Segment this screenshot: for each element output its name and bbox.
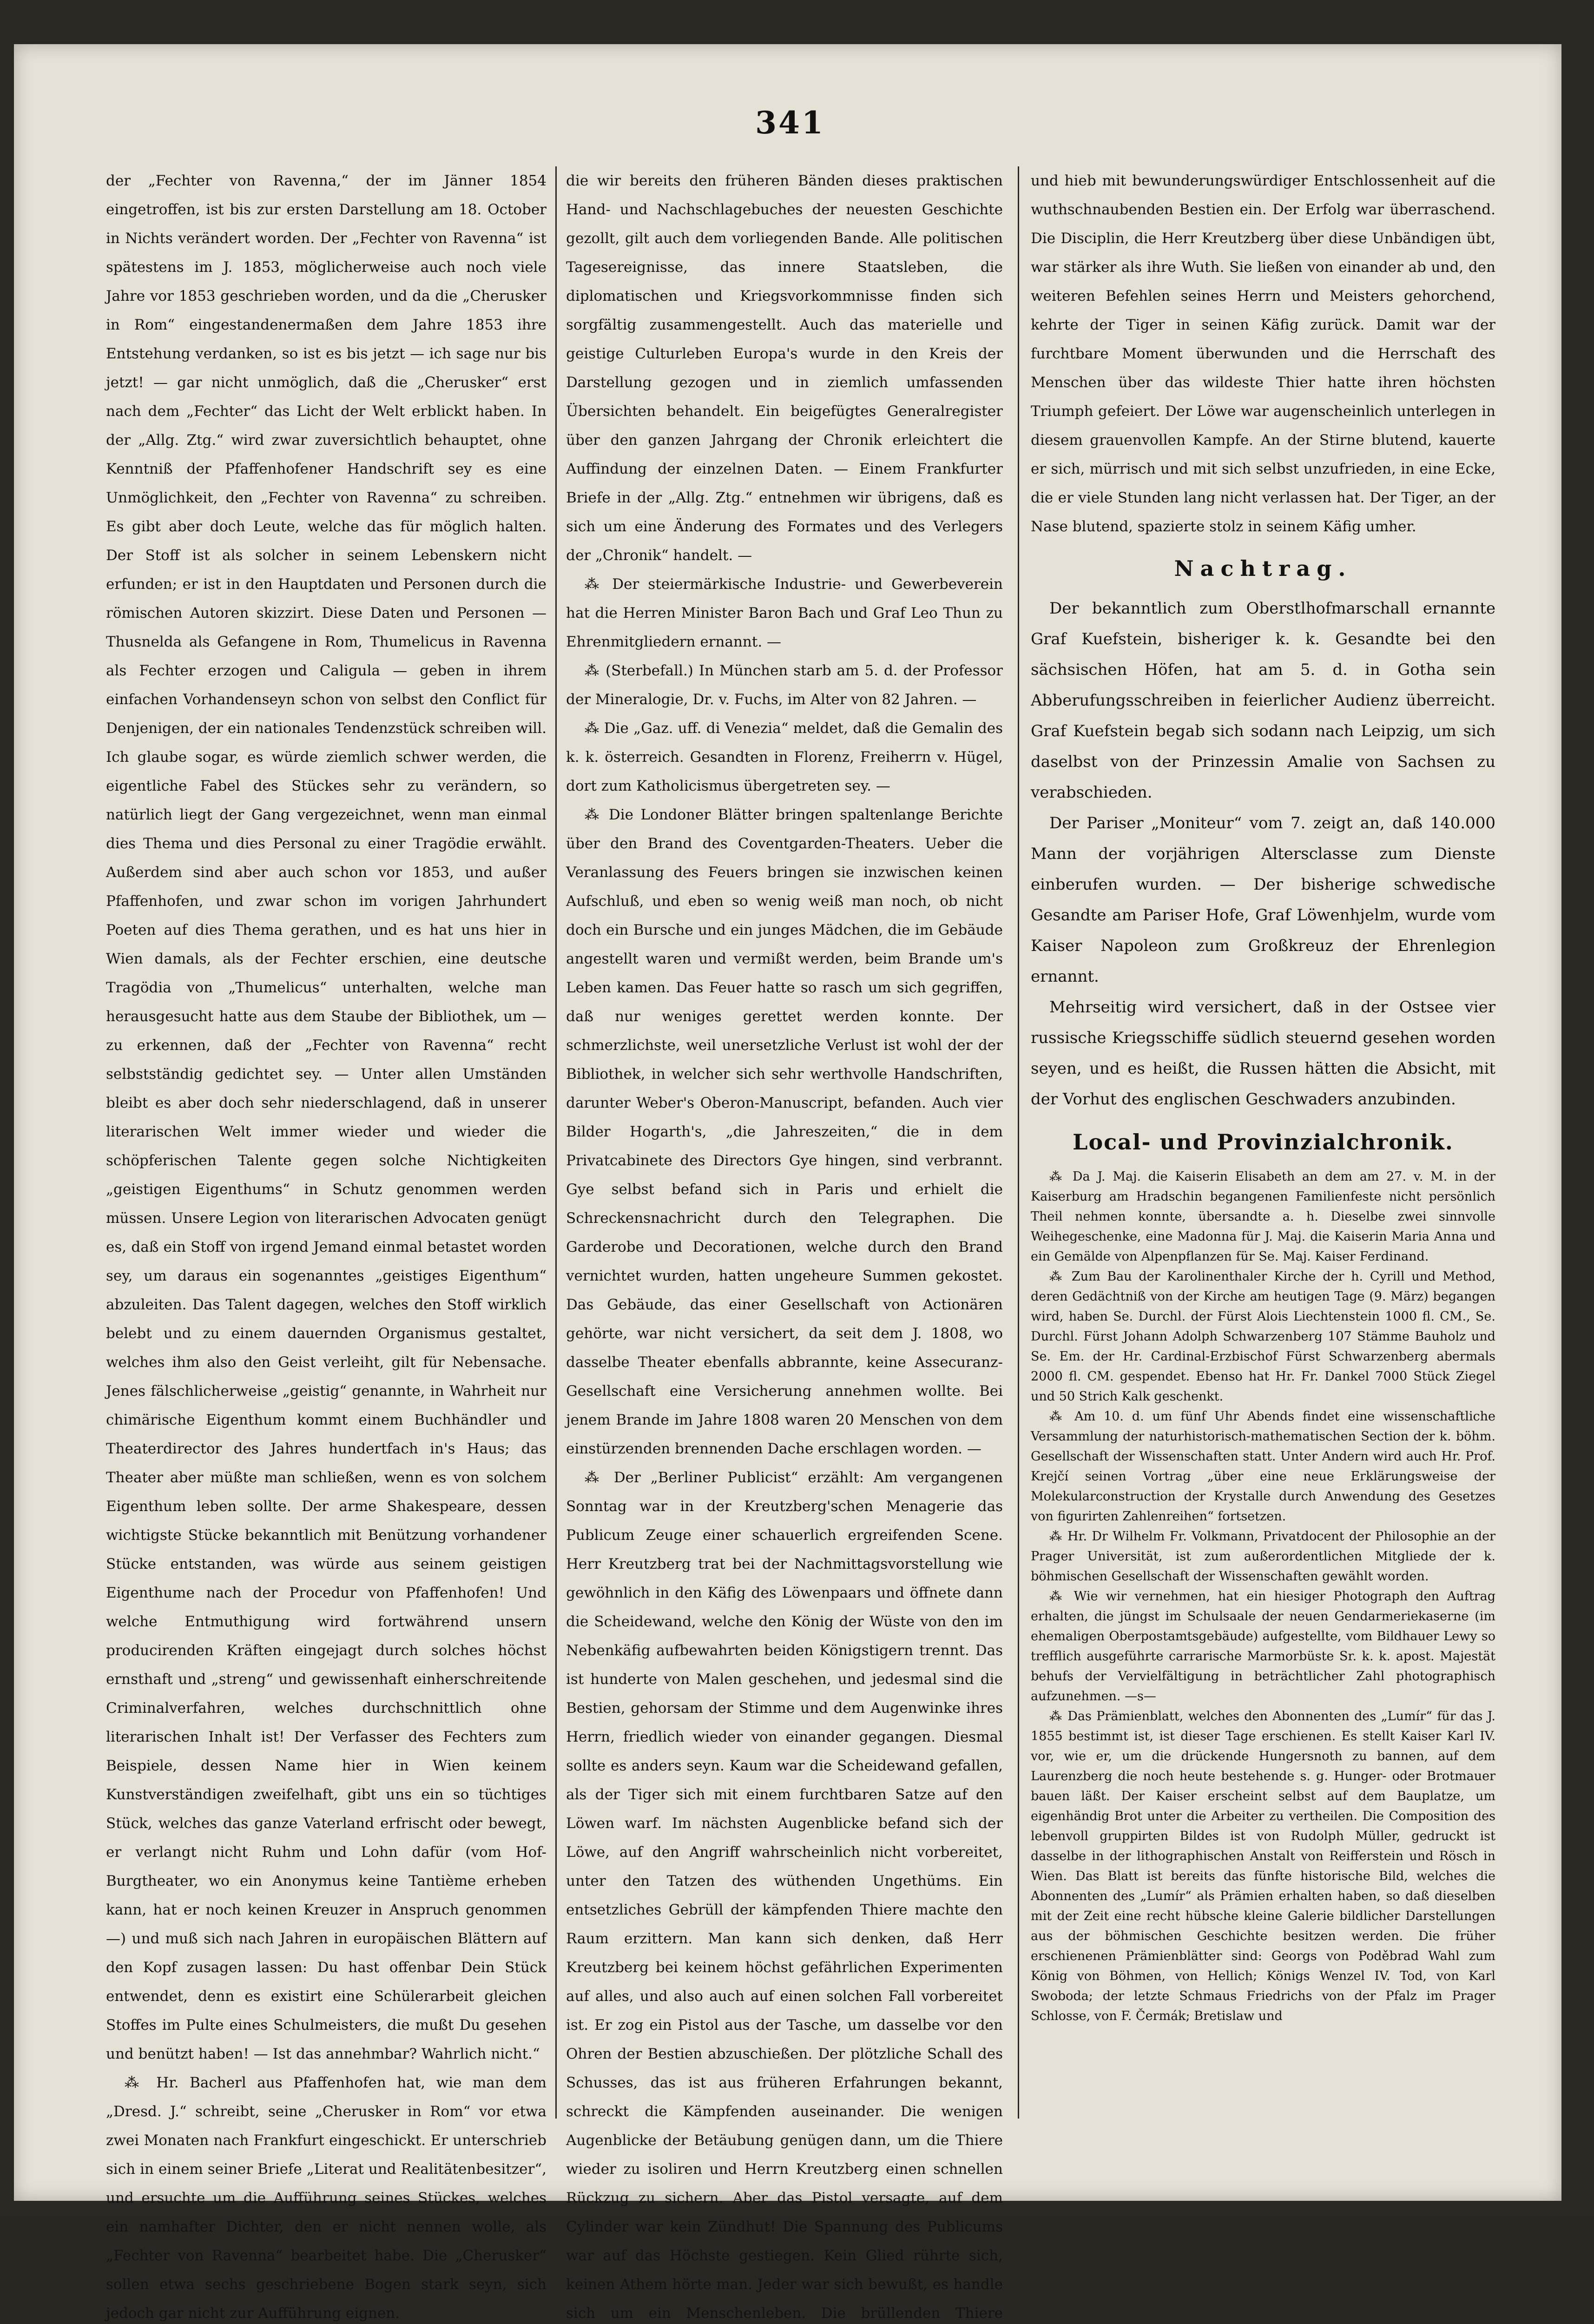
chronik-item: ⁂ Hr. Dr Wilhelm Fr. Volkmann, Privatdocent der Philosophie an der Prager Universität, ist zum außerordentlichen Mitgliede der k. böhmischen Gesellschaft der Wissenschaften gewählt worden.: [1031, 1529, 1495, 1584]
article-paragraph: Mehrseitig wird versichert, daß in der Ostsee vier russische Kriegsschiffe südlich steuernd gesehen worden seyen, und es heißt, die Russen hätten die Absicht, mit der Vorhut des englischen Geschwaders anzubinden.: [1031, 998, 1495, 1109]
chronik-item: ⁂ Das Prämienblatt, welches den Abonnenten des „Lumír“ für das J. 1855 bestimmt ist, ist dieser Tage erschienen. Es stellt Kaiser Karl IV. vor, wie er, um die drückende Hungersnoth zu bannen, auf dem Laurenzberg die noch heute bestehende s. g. Hunger- oder Brotmauer bauen läßt. Der Kaiser erscheint selbst auf dem Bauplatze, um eigenhändig Brot unter die Arbeiter zu vertheilen. Die Composition des lebenvoll gruppirten Bildes ist von Rudolph Müller, gedruckt ist dasselbe in der lithographischen Anstalt von Reifferstein und Rösch in Wien. Das Blatt ist bereits das fünfte historische Bild, welches die Abonnenten des „Lumír“ als Prämien erhalten haben, so daß dieselben mit der Zeit eine recht hübsche kleine Galerie bildlicher Darstellungen aus der böhmischen Geschichte besitzen werden. Die früher erschienenen Prämienblätter sind: Georgs von Poděbrad Wahl zum König von Böhmen, von Hellich; Königs Wenzel IV. Tod, von Karl Swoboda; der letzte Schmaus Friedrichs von der Pfalz im Prager Schlosse, von F. Čermák; Bretislaw und: [1031, 1709, 1495, 2023]
column-rule: [1018, 166, 1019, 2119]
article-paragraph: ⁂ Hr. Bacherl aus Pfaffenhofen hat, wie man dem „Dresd. J.“ schreibt, seine „Cherusker in Rom“ vor etwa zwei Monaten nach Frankfurt eingeschickt. Er unterschrieb sich in einem seiner Briefe „Literat und Realitätenbesitzer“, und ersuchte um die Aufführung seines Stückes, welches ein namhafter Dichter, den er nicht nennen wolle, als „Fechter von Ravenna“ bearbeitet habe. Die „Cherusker“ sollen etwa sechs geschriebene Bogen stark seyn, sich jedoch gar nicht zur Aufführung eignen.: [106, 2074, 547, 2322]
article-paragraph: Der bekanntlich zum Oberstlhofmarschall ernannte Graf Kuefstein, bisheriger k. k. Gesandte bei den sächsischen Höfen, hat am 5. d. in Gotha sein Abberufungsschreiben in feierlicher Audienz überreicht. Graf Kuefstein begab sich sodann nach Leipzig, um sich daselbst von der Prinzessin Amalie von Sachsen zu verabschieden.: [1031, 599, 1495, 802]
column-right: [1031, 166, 1495, 2165]
article-paragraph: Der Pariser „Moniteur“ vom 7. zeigt an, daß 140.000 Mann der vorjährigen Altersclasse zum Dienste einberufen wurden. — Der bisherige schwedische Gesandte am Pariser Hofe, Graf Löwenhjelm, wurde vom Kaiser Napoleon zum Großkreuz der Ehrenlegion ernannt.: [1031, 814, 1495, 986]
column-rule: [555, 166, 557, 2119]
article-paragraph: ⁂ (Sterbefall.) In München starb am 5. d. der Professor der Mineralogie, Dr. v. Fuchs, im Alter von 82 Jahren. —: [566, 662, 1003, 708]
article-paragraph: ⁂ Der steiermärkische Industrie- und Gewerbeverein hat die Herren Minister Baron Bach und Graf Leo Thun zu Ehrenmitgliedern ernannt. —: [566, 576, 1003, 650]
article-paragraph: und hieb mit bewunderungswürdiger Entschlossenheit auf die wuthschnaubenden Bestien ein. Der Erfolg war überraschend. Die Disciplin, die Herr Kreutzberg über diese Unbändigen übt, war stärker als ihre Wuth. Sie ließen von einander ab und, den weiteren Befehlen seines Herrn und Meisters gehorchend, kehrte der Tiger in seinen Käfig zurück. Damit war der furchtbare Moment überwunden und die Herrschaft des Menschen über das wildeste Thier hatte ihren höchsten Triumph gefeiert. Der Löwe war augenscheinlich unterlegen in diesem grauenvollen Kampfe. An der Stirne blutend, kauerte er sich, mürrisch und mit sich selbst unzufrieden, in eine Ecke, die er viele Stunden lang nicht verlassen hat. Der Tiger, an der Nase blutend, spazierte stolz in seinem Käfig umher.: [1031, 172, 1495, 535]
chronik-item: ⁂ Zum Bau der Karolinenthaler Kirche der h. Cyrill und Method, deren Gedächtniß von der Kirche am heutigen Tage (9. März) begangen wird, haben Se. Durchl. der Fürst Alois Liechtenstein 1000 fl. CM., Se. Durchl. Fürst Johann Adolph Schwarzenberg 107 Stämme Bauholz und Se. Em. der Hr. Cardinal-Erzbischof Fürst Schwarzenberg abermals 2000 fl. CM. gespendet. Ebenso hat Hr. Fr. Dankel 7000 Stück Ziegel und 50 Strich Kalk geschenkt.: [1031, 1269, 1495, 1404]
page-number: 341: [755, 105, 825, 141]
article-paragraph: die wir bereits den früheren Bänden dieses praktischen Hand- und Nachschlagebuches der neuesten Geschichte gezollt, gilt auch dem vorliegenden Bande. Alle politischen Tagesereignisse, das innere Staatsleben, die diplomatischen und Kriegsvorkommnisse finden sich sorgfältig zusammengestellt. Auch das materielle und geistige Culturleben Europa's wurde in den Kreis der Darstellung gezogen und in ziemlich umfassenden Übersichten behandelt. Ein beigefügtes Generalregister über den ganzen Jahrgang der Chronik erleichtert die Auffindung der einzelnen Daten. — Einem Frankfurter Briefe in der „Allg. Ztg.“ entnehmen wir übrigens, daß es sich um eine Änderung des Formates und des Verlegers der „Chronik“ handelt. —: [566, 172, 1003, 564]
section-heading-chronik: Local- und Provinzialchronik.: [1073, 1129, 1454, 1155]
chronik-item: ⁂ Da J. Maj. die Kaiserin Elisabeth an dem am 27. v. M. in der Kaiserburg am Hradschin begangenen Familienfeste nicht persönlich Theil nehmen konnte, übersandte a. h. Dieselbe zwei sinnvolle Weihegeschenke, eine Madonna für J. Maj. die Kaiserin Maria Anna und ein Gemälde von Alpenpflanzen für Se. Maj. Kaiser Ferdinand.: [1031, 1169, 1495, 1264]
article-paragraph: ⁂ Die „Gaz. uff. di Venezia“ meldet, daß die Gemalin des k. k. österreich. Gesandten in Florenz, Freiherrn v. Hügel, dort zum Katholicismus übergetreten sey. —: [566, 720, 1003, 794]
column-middle: [566, 166, 1003, 2322]
article-paragraph: ⁂ Der „Berliner Publicist“ erzählt: Am vergangenen Sonntag war in der Kreutzberg'schen Menagerie das Publicum Zeuge einer schauerlich ergreifenden Scene. Herr Kreutzberg trat bei der Nachmittagsvorstellung wie gewöhnlich in den Käfig des Löwenpaars und öffnete dann die Scheidewand, welche den König der Wüste von den im Nebenkäfig aufbewahrten beiden Königstigern trennt. Das ist hunderte von Malen geschehen, und jedesmal sind die Bestien, gehorsam der Stimme und dem Augenwinke ihres Herrn, friedlich wieder von einander gegangen. Diesmal sollte es anders seyn. Kaum war die Scheidewand gefallen, als der Tiger sich mit einem furchtbaren Satze auf den Löwen warf. Im nächsten Augenblicke befand sich der Löwe, auf den Angriff wahrscheinlich nicht vorbereitet, unter den Tatzen des wüthenden Ungethüms. Ein entsetzliches Gebrüll der kämpfenden Thiere machte den Raum erzittern. Man kann sich denken, daß Herr Kreutzberg bei keinem höchst gefährlichen Experimenten auf alles, und also auch auf einen solchen Fall vorbereitet ist. Er zog ein Pistol aus der Tasche, um dasselbe vor den Ohren der Bestien abzuschießen. Der plötzliche Schall des Schusses, das ist aus früheren Erfahrungen bekannt, schreckt die Kämpfenden auseinander. Die wenigen Augenblicke der Betäubung genügen dann, um die Thiere wieder zu isoliren und Herrn Kreutzberg einen schnellen Rückzug zu sichern. Aber das Pistol versagte, auf dem Cylinder war kein Zündhut! Die Spannung des Publicums war auf das Höchste gestiegen. Kein Glied rührte sich, keinen Athem hörte man. Jeder war sich bewußt, es handle sich um ein Menschenleben. Die brüllenden Thiere: [566, 1469, 1003, 2322]
article-paragraph: der „Fechter von Ravenna,“ der im Jänner 1854 eingetroffen, ist bis zur ersten Darstellung am 18. October in Nichts verändert worden. Der „Fechter von Ravenna“ ist spätestens im J. 1853, möglicherweise auch noch viele Jahre vor 1853 geschrieben worden, und da die „Cherusker in Rom“ eingestandenermaßen dem Jahre 1853 ihre Entstehung verdanken, so ist es bis jetzt — ich sage nur bis jetzt! — gar nicht unmöglich, daß die „Cherusker“ erst nach dem „Fechter“ das Licht der Welt erblickt haben. In der „Allg. Ztg.“ wird zwar zuversichtlich behauptet, ohne Kenntniß der Pfaffenhofener Handschrift sey es eine Unmöglichkeit, den „Fechter von Ravenna“ zu schreiben. Es gibt aber doch Leute, welche das für möglich halten. Der Stoff ist als solcher in seinem Lebenskern nicht erfunden; er ist in den Hauptdaten und Personen durch die römischen Autoren skizzirt. Diese Daten und Personen — Thusnelda als Gefangene in Rom, Thumelicus in Ravenna als Fechter erzogen und Caligula — geben in ihrem einfachen Vorhandenseyn schon von selbst den Conflict für Denjenigen, der ein nationales Tendenzstück schreiben will. Ich glaube sogar, es würde ziemlich schwer werden, die eigentliche Fabel des Stückes sehr zu verändern, so natürlich liegt der Gang vergezeichnet, wenn man einmal dies Thema und dies Personal zu einer Tragödie erwählt. Außerdem sind aber auch schon vor 1853, und außer Pfaffenhofen, und zwar schon im vorigen Jahrhundert Poeten auf dies Thema gerathen, und es hat uns hier in Wien damals, als der Fechter erschien, eine deutsche Tragödia von „Thumelicus“ unterhalten, welche man herausgesucht hatte aus dem Staube der Bibliothek, um — zu erkennen, daß der „Fechter von Ravenna“ recht selbstständig gedichtet sey. — Unter allen Umständen bleibt es aber doch sehr niederschlagend, daß in unserer literarischen Welt immer wieder und wieder die schöpferischen Talente gegen solche Nichtigkeiten „geistigen Eigenthums“ in Schutz genommen werden müssen. Unsere Legion von literarischen Advocaten genügt es, daß ein Stoff von irgend Jemand einmal betastet worden sey, um daraus ein sogenanntes „geistiges Eigenthum“ abzuleiten. Das Talent dagegen, welches den Stoff wirklich belebt und zu einem dauernden Organismus gestaltet, welches ihm also den Geist verleiht, gilt für Nebensache. Jenes fälschlicherweise „geistig“ genannte, in Wahrheit nur chimärische Eigenthum kommt einem Buchhändler und Theaterdirector des Jahres hundertfach in's Haus; das Theater aber müßte man schließen, wenn es von solchem Eigenthum leben sollte. Der arme Shakespeare, dessen wichtigste Stücke bekanntlich mit Benützung vorhandener Stücke entstanden, was würde aus seinem geistigen Eigenthume nach der Procedur von Pfaffenhofen! Und welche Entmuthigung wird fortwährend unsern producirenden Kräften eingejagt durch solches höchst ernsthaft und „streng“ und gewissenhaft einherschreitende Criminalverfahren, welches durchschnittlich ohne literarischen Inhalt ist! Der Verfasser des Fechters zum Beispiele, dessen Name hier in Wien keinem Kunstverständigen zweifelhaft, gibt uns ein so tüchtiges Stück, welches das ganze Vaterland erfrischt oder bewegt, er verlangt nicht Ruhm und Lohn dafür (vom Hof-Burgtheater, wo ein Anonymus keine Tantième erheben kann, hat er noch keinen Kreuzer in Anspruch genommen —) und muß sich nach Jahren in europäischen Blättern auf den Kopf zusagen lassen: Du hast offenbar Dein Stück entwendet, denn es existirt eine Schülerarbeit gleichen Stoffes im Pulte eines Schulmeisters, die mußt Du gesehen und benützt haben! — Ist das annehmbar? Wahrlich nicht.“: [106, 172, 547, 2062]
chronik-item: ⁂ Am 10. d. um fünf Uhr Abends findet eine wissenschaftliche Versammlung der naturhistorisch-mathematischen Section der k. böhm. Gesellschaft der Wissenschaften statt. Unter Andern wird auch Hr. Prof. Krejčí seinen Vortrag „über eine neue Erklärungsweise der Molekularconstruction der Krystalle durch Anwendung des Gesetzes von figurirten Zahlenreihen“ fortsetzen.: [1031, 1409, 1495, 1524]
chronik-item: ⁂ Wie wir vernehmen, hat ein hiesiger Photograph den Auftrag erhalten, die jüngst im Schulsaale der neuen Gendarmeriekaserne (im ehemaligen Oberpostamtsgebäude) aufgestellte, vom Bildhauer Lewy so trefflich ausgeführte carrarische Marmorbüste Sr. k. k. apost. Majestät behufs der Vervielfältigung in beträchtlicher Zahl photographisch aufzunehmen. —s—: [1031, 1589, 1495, 1703]
article-paragraph: ⁂ Die Londoner Blätter bringen spaltenlange Berichte über den Brand des Coventgarden-Theaters. Ueber die Veranlassung des Feuers bringen sie inzwischen keinen Aufschluß, und eben so wenig weiß man noch, ob nicht doch ein Bursche und ein junges Mädchen, die im Gebäude angestellt waren und vermißt werden, beim Brande um's Leben kamen. Das Feuer hatte so rasch um sich gegriffen, daß nur weniges gerettet werden konnte. Der schmerzlichste, weil unersetzliche Verlust ist wohl der der Bibliothek, in welcher sich sehr werthvolle Handschriften, darunter Weber's Oberon-Manuscript, befanden. Auch vier Bilder Hogarth's, „die Jahreszeiten,“ die in dem Privatcabinete des Directors Gye hingen, sind verbrannt. Gye selbst befand sich in Paris und erhielt die Schreckensnachricht durch den Telegraphen. Die Garderobe und Decorationen, welche durch den Brand vernichtet wurden, hatten ungeheure Summen gekostet. Das Gebäude, das einer Gesellschaft von Actionären gehörte, war nicht versichert, da seit dem J. 1808, wo dasselbe Theater ebenfalls abbrannte, keine Assecuranz-Gesellschaft eine Versicherung annehmen wollte. Bei jenem Brande im Jahre 1808 waren 20 Menschen von dem einstürzenden brennenden Dache erschlagen worden. —: [566, 806, 1003, 1457]
section-heading-nachtrag: Nachtrag.: [1174, 556, 1352, 581]
column-left: [106, 166, 547, 2322]
